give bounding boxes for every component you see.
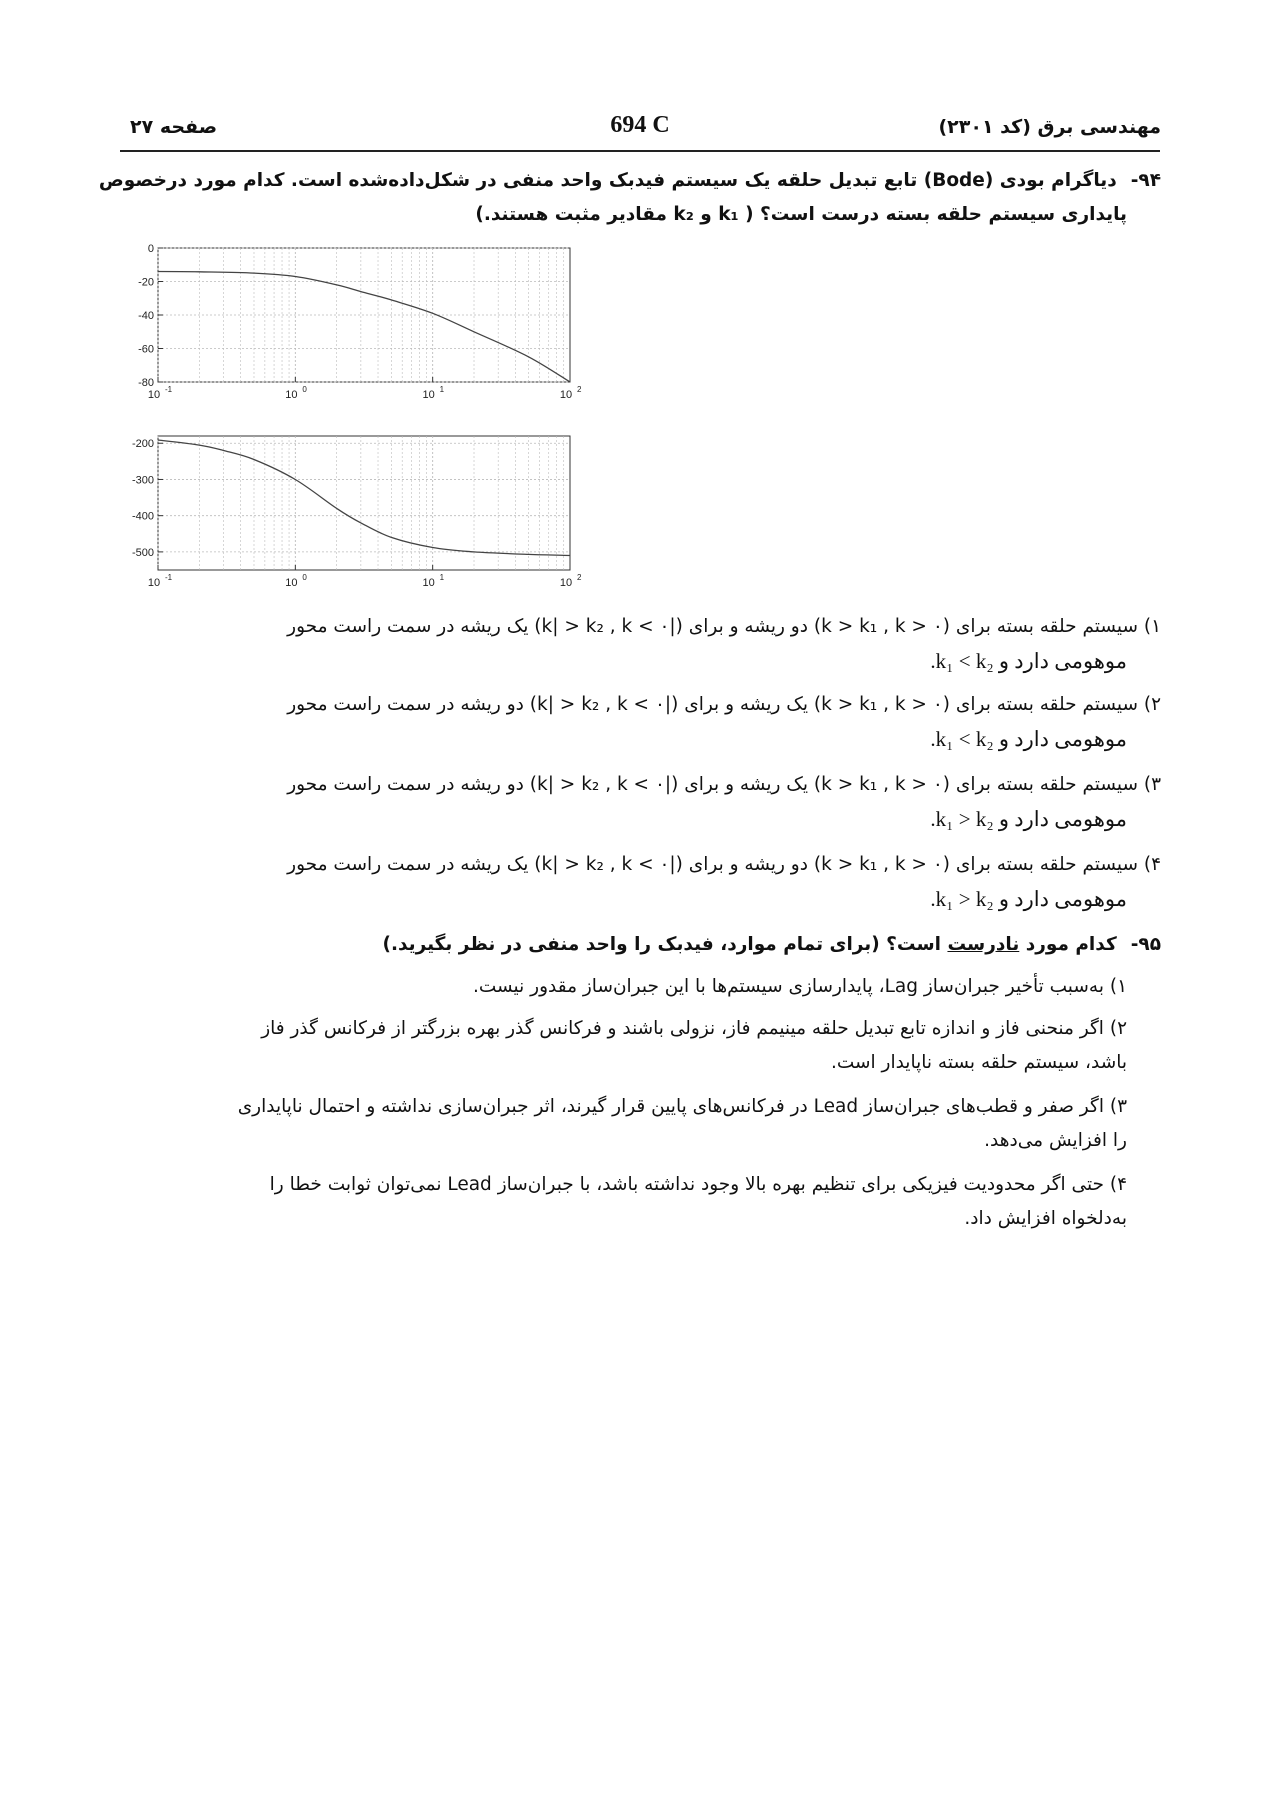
- header-divider: [120, 150, 1160, 152]
- y-tick-label: 0: [147, 243, 154, 255]
- header-booklet-code: 694 C: [610, 112, 670, 138]
- q94-option-1-line1: ۱) سیستم حلقه بسته برای (k > k₁ , k > ۰) دو ریشه و برای (|k| > k₂ , k < ۰) یک ریشه در سمت راست محور: [287, 616, 1161, 637]
- q95-stem-a: کدام مورد: [1025, 934, 1117, 955]
- x-tick-exponent: -1: [165, 573, 173, 582]
- x-tick-label: 10: [559, 389, 573, 401]
- q94-option-2-line2: موهومی دارد و k₁ < k₂.: [930, 727, 1127, 751]
- plot-frame: [158, 436, 570, 570]
- x-tick-label: 10: [285, 389, 298, 401]
- x-tick-label: 10: [147, 389, 161, 401]
- y-tick-label: -500: [131, 546, 154, 559]
- x-tick-exponent: 2: [577, 573, 582, 582]
- x-tick-exponent: 0: [302, 573, 307, 582]
- q94-stem-line1: [99, 166, 1161, 196]
- q95-number: ۹۵-: [1130, 934, 1161, 955]
- header-page-number: صفحه ۲۷: [130, 116, 218, 138]
- x-tick-label: 10: [147, 577, 161, 589]
- x-tick-label: 10: [422, 389, 435, 401]
- q95-option-2-line2: باشد، سیستم حلقه بسته ناپایدار است.: [830, 1052, 1127, 1073]
- q94-option-4-line1: ۴) سیستم حلقه بسته برای (k > k₁ , k > ۰) دو ریشه و برای (|k| > k₂ , k < ۰) یک ریشه در سمت راست محور: [287, 854, 1161, 875]
- x-tick-exponent: -1: [165, 385, 173, 394]
- q95-stem-underlined: نادرست: [947, 934, 1020, 955]
- q94-stem-text: دیاگرام بودی (Bode) تابع تبدیل حلقه یک سیستم فیدبک واحد منفی در شکل‌داده‌شده است. کدام مورد درخصوص: [98, 170, 1117, 191]
- q95-option-1: ۱) به‌سبب تأخیر جبران‌ساز Lag، پایدارسازی سیستم‌ها با این جبران‌ساز مقدور نیست.: [472, 976, 1127, 997]
- q95-stem-b: است؟ (برای تمام موارد، فیدبک را واحد منفی در نظر بگیرید.): [382, 934, 941, 955]
- q94-number: ۹۴-: [1130, 170, 1161, 191]
- x-tick-exponent: 1: [439, 573, 445, 582]
- bode-phase-plot: [132, 436, 582, 589]
- q95-option-4-line2: به‌دلخواه افزایش داد.: [964, 1208, 1127, 1229]
- bode-diagram: [120, 236, 590, 596]
- y-tick-label: -200: [131, 438, 154, 451]
- header-course: مهندسی برق (کد ۲۳۰۱): [938, 116, 1161, 138]
- y-tick-label: -20: [138, 276, 154, 289]
- q94-option-3-line2: موهومی دارد و k₁ > k₂.: [930, 807, 1127, 831]
- y-tick-label: -80: [138, 377, 154, 389]
- q94-stem-line2: پایداری سیستم حلقه بسته درست است؟ ( k₁ و k₂ مقادیر مثبت هستند.): [475, 204, 1127, 225]
- x-tick-exponent: 0: [302, 385, 307, 394]
- q95-option-2-line1: ۲) اگر منحنی فاز و اندازه تابع تبدیل حلقه مینیمم فاز، نزولی باشند و فرکانس گذر بهره بزرگتر از فرکانس گذر فاز: [261, 1018, 1127, 1039]
- y-tick-label: -400: [131, 510, 154, 523]
- bode-magnitude-plot: [138, 243, 582, 401]
- x-tick-label: 10: [422, 577, 435, 589]
- x-tick-exponent: 1: [439, 385, 445, 394]
- y-tick-label: -300: [131, 474, 154, 487]
- q94-option-1-line2: موهومی دارد و k₁ < k₂.: [930, 649, 1127, 673]
- q94-option-2-line1: ۲) سیستم حلقه بسته برای (k > k₁ , k > ۰) یک ریشه و برای (|k| > k₂ , k < ۰) دو ریشه در سمت راست محور: [287, 694, 1161, 715]
- q95-stem: [382, 930, 1161, 960]
- q94-option-3-line1: ۳) سیستم حلقه بسته برای (k > k₁ , k > ۰) یک ریشه و برای (|k| > k₂ , k < ۰) دو ریشه در سمت راست محور: [287, 774, 1161, 795]
- q95-option-3-line2: را افزایش می‌دهد.: [984, 1130, 1127, 1151]
- q95-option-3-line1: ۳) اگر صفر و قطب‌های جبران‌ساز Lead در فرکانس‌های پایین قرار گیرند، اثر جبران‌سازی نداشته و احتمال ناپایداری: [237, 1096, 1127, 1117]
- y-tick-label: -40: [138, 310, 154, 322]
- q95-option-4-line1: ۴) حتی اگر محدودیت فیزیکی برای تنظیم بهره بالا وجود نداشته باشد، با جبران‌ساز Lead نمی‌توان ثوابت خطا را: [269, 1174, 1127, 1195]
- y-tick-label: -60: [138, 343, 154, 356]
- x-tick-label: 10: [285, 577, 298, 589]
- x-tick-label: 10: [559, 577, 573, 589]
- x-tick-exponent: 2: [577, 385, 582, 394]
- q94-option-4-line2: موهومی دارد و k₁ > k₂.: [930, 887, 1127, 911]
